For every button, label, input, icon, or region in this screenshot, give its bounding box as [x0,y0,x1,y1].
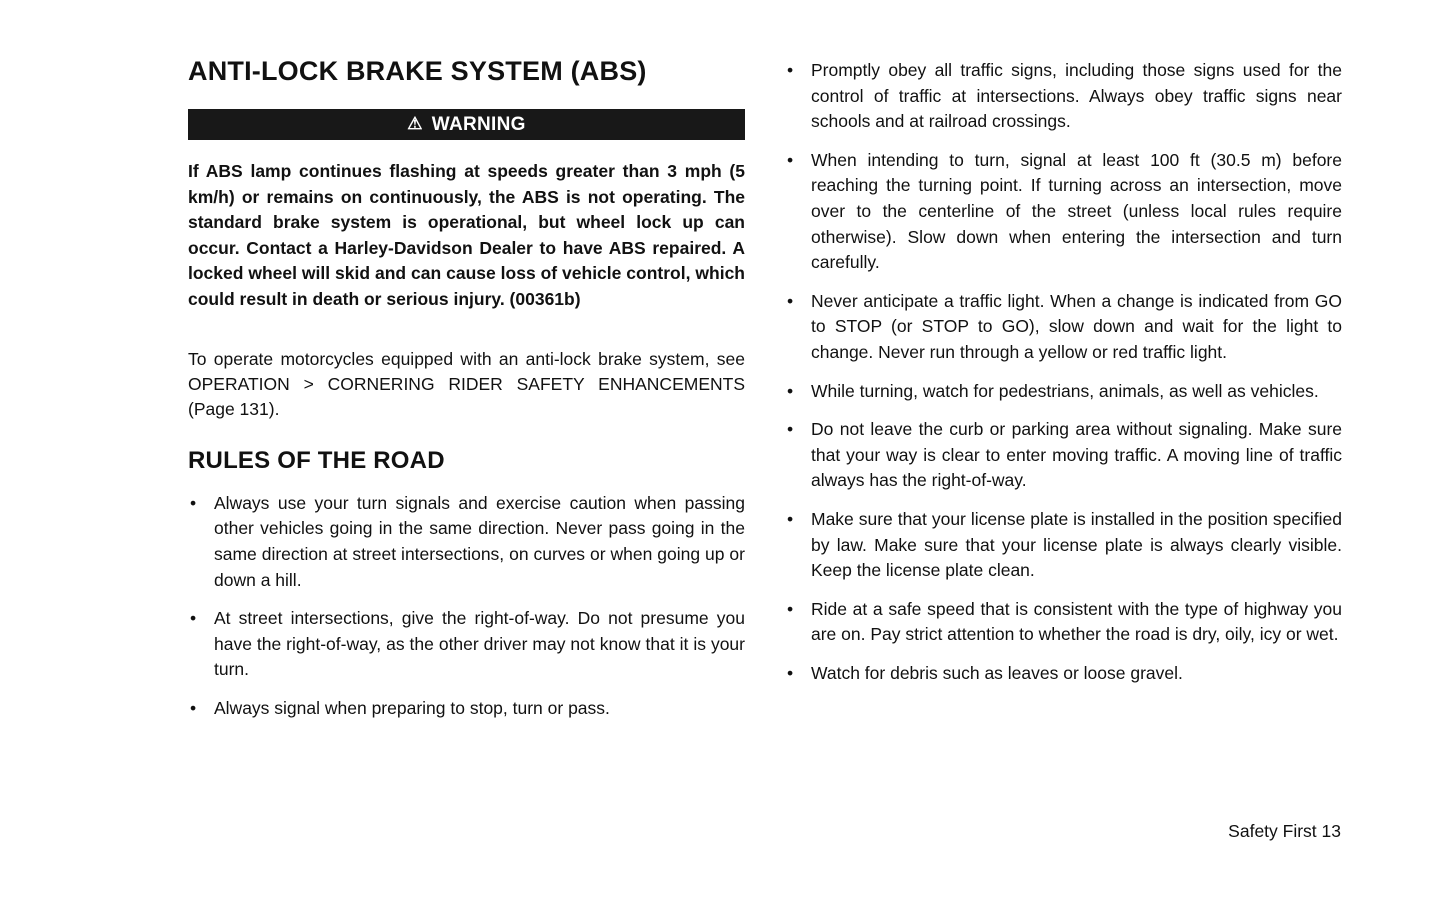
warning-banner [188,109,745,140]
list-item: • Ride at a safe speed that is consistent with the type of highway you are on. Pay strict attention to whether the road is dry, oily, icy or wet. [785,597,1342,648]
rules-list-right [785,58,1342,686]
list-item: • When intending to turn, signal at least 100 ft (30.5 m) before reaching the turning point. If turning across an intersection, move over to the centerline of the street (unless local rules require otherwise). Slow down when entering the intersection and turn carefully. [785,148,1342,276]
list-item: • Never anticipate a traffic light. When a change is indicated from GO to STOP (or STOP to GO), slow down and wait for the light to change. Never run through a yellow or red traffic light. [785,289,1342,366]
list-item: • Promptly obey all traffic signs, including those signs used for the control of traffic at intersections. Always obey traffic signs near schools and at railroad crossings. [785,58,1342,135]
warning-triangle-icon: ⚠ [407,114,423,133]
abs-paragraph: To operate motorcycles equipped with an anti-lock brake system, see OPERATION > CORNERING RIDER SAFETY ENHANCEMENTS (Page 131). [188,348,745,420]
right-column [785,58,1342,699]
warning-text: If ABS lamp continues flashing at speeds greater than 3 mph (5 km/h) or remains on continuously, the ABS is not operating. The standard brake system is operational, but wheel lock up can occur. Contact a Harley-Davidson Dealer to have ABS repaired. A locked wheel will skid and can cause loss of vehicle control, which could result in death or serious injury. (00361b) [188,161,745,309]
list-item: • Do not leave the curb or parking area without signaling. Make sure that your way is clear to enter moving traffic. A moving line of traffic always has the right-of-way. [785,417,1342,494]
list-item: • Always use your turn signals and exercise caution when passing other vehicles going in the same direction. Never pass going in the same direction at street intersections, on curves or when going up or down a hill. [188,491,745,593]
list-item: • Always signal when preparing to stop, turn or pass. [188,696,745,722]
warning-banner-label: WARNING [431,113,526,135]
page-footer: Safety First 13 [1228,821,1341,841]
left-column [188,56,745,735]
section-title-rules: RULES OF THE ROAD [188,446,445,474]
list-item: • At street intersections, give the right-of-way. Do not presume you have the right-of-way, as the other driver may not know that it is your turn. [188,606,745,683]
list-item: • Make sure that your license plate is installed in the position specified by law. Make sure that your license plate is always clearly visible. Keep the license plate clean. [785,507,1342,584]
rules-list-left [188,491,745,722]
section-title-abs: ANTI-LOCK BRAKE SYSTEM (ABS) [188,56,647,86]
list-item: • Watch for debris such as leaves or loose gravel. [785,661,1342,687]
list-item: • While turning, watch for pedestrians, animals, as well as vehicles. [785,379,1342,405]
